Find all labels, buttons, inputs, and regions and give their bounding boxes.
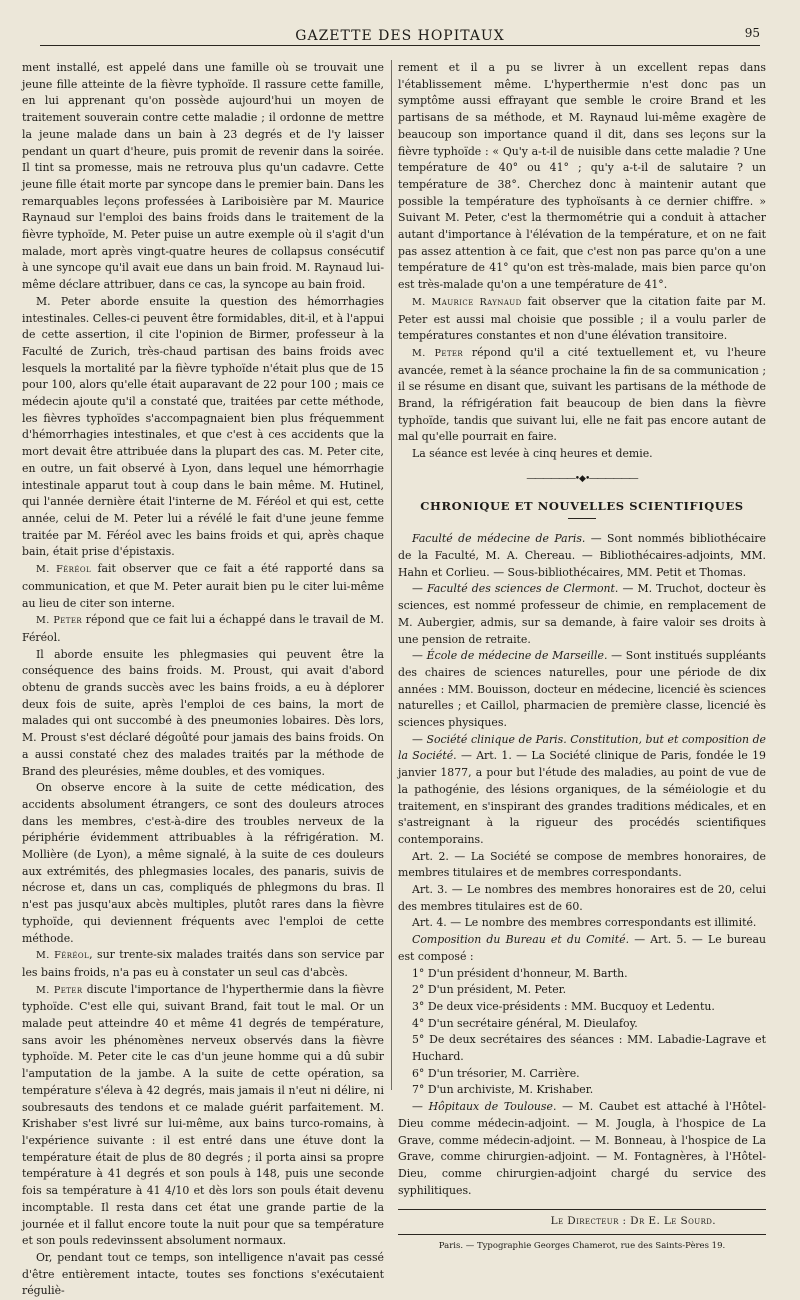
list-item: 3° De deux vice-présidents : MM. Bucquoy et Ledentu. — [412, 999, 715, 1013]
news-item-text: — Art. 5. — Le bureau est composé : — [398, 933, 766, 963]
separator-ornament: ――――――•◆•―――――― — [526, 473, 638, 484]
news-item-text: — Art. 1. — La Société clinique de Paris, fondée le 19 janvier 1877, a pour but l'étude des maladies, au point de vue de la pathogénie, des lésions organiques, de la séméiologie et du traitement, en s'inspirant des grandes traditions médicales, et en s'astreignant à la rigueur des procédés scientifiques contemporains. — [398, 749, 766, 846]
speaker-name: M. Peter — [36, 984, 83, 996]
paragraph-text: fait observer que la citation faite par M. Peter est aussi mal choisie que possible ; il a voulu parler de températures constantes et non d'une élévation transitoire. — [398, 294, 766, 343]
paragraph — [22, 612, 384, 646]
page-header — [40, 22, 760, 48]
printer-imprint: Paris. — Typographie Georges Chamerot, rue des Saints-Pères 19. — [398, 1234, 766, 1255]
paragraph: Or, pendant tout ce temps, son intelligence n'avait pas cessé d'être entièrement intacte, toutes ses fonctions s'exécutaient réguliè- — [22, 1250, 384, 1298]
paragraph: On observe encore à la suite de cette médication, des accidents absolument étrangers, ce sont des douleurs atroces dans les membres, c'est-à-dire des troubles nerveux de la périphérie évidemment attribuables à la réfrigération. M. Mollière (de Lyon), a même signalé, à la suite de ces douleurs aux extrémités, des phlegmasies locales, des panaris, suivis de nécrose et, dans un cas, compliqués de phlegmons du bras. Il n'est pas jusqu'aux abcès multiples, plutôt rares dans la fièvre typhoïde, qui deviennent fréquents avec l'emploi de cette méthode. — [22, 781, 384, 945]
paragraph: M. Peter aborde ensuite la question des hémorrhagies intestinales. Celles-ci peuvent être formidables, dit-il, et à l'appui de cette assertion, il cite l'opinion de Birmer, professeur à la Faculté de Zurich, très-chaud partisan des bains froids avec lesquels la mortalité par la fièvre typhoïde n'était plus que de 15 pour 100, alors qu'elle était auparavant de 22 pour 100 ; mais ce médecin ajoute qu'il a constaté que, traitées par cette méthode, les fièvres typhoïdes s'accompagnaient bien plus fréquemment d'hémorrhagies intestinales, et que c'est à ces accidents que la mort devait être attribuée dans la plupart des cas. M. Peter cite, en outre, un fait observé à Lyon, dans lequel une hémorrhagie intestinale apparut tout à coup dans le bain même. M. Hutinel, qui l'année dernière était l'interne de M. Féréol et qui est, cette année, celui de M. Peter lui a révélé le fait d'une jeune femme traitée par M. Féréol avec les bains froids et qui, après chaque bain, était prise d'épistaxis. — [22, 294, 384, 559]
news-item-text: — Sont institués suppléants des chaires de sciences naturelles, pour une période de dix années : MM. Bouisson, docteur en médecine, licencié ès sciences naturelles ; et Caillol, pharmacien de première classe, licencié ès sciences physiques. — [398, 649, 767, 730]
paragraph-text: , sur trente-six malades traités dans son service par les bains froids, n'a pas eu à constater un seul cas d'abcès. — [22, 948, 384, 979]
speaker-name: M. Féréol — [36, 950, 90, 962]
paragraph-text: fait observer que ce fait a été rapporté dans sa communication, et que M. Peter aurait bien pu le citer lui-même au lieu de citer son interne. — [22, 562, 384, 610]
paragraph: ment installé, est appelé dans une famille où se trouvait une jeune fille atteinte de la fièvre typhoïde. Il rassure cette famille, en lui apprenant qu'on possède aujourd'hui un moyen de traitement souverain contre cette maladie ; il ordonne de mettre la jeune malade dans un bain à 23 degrés et de l'y laisser pendant un quart d'heure, puis promit de revenir dans la soirée. Il tint sa promesse, mais ne retrouva plus qu'un cadavre. Cette jeune fille était morte par syncope dans le premier bain. Dans les remarquables leçons professées à Lariboisière par M. Maurice Raynaud sur l'emploi des bains froids dans le traitement de la fièvre typhoïde, M. Peter puise un autre exemple où il s'agit d'un malade, mort après vingt-quatre heures de collapsus consécutif à une syncope qu'il avait eue dans un bain froid. M. Raynaud lui-même déclare attribuer, dans ce cas, la syncope au bain froid. — [22, 61, 384, 292]
list-item: 2° D'un président, M. Peter. — [412, 983, 567, 997]
paragraph-text: répond que ce fait lui a échappé dans le travail de M. Féréol. — [22, 613, 384, 644]
news-item-title: Composition du Bureau et du Comité. — [412, 933, 630, 947]
journal-title: GAZETTE DES HOPITAUX — [295, 28, 505, 44]
list-item: 1° D'un président d'honneur, M. Barth. — [412, 966, 628, 980]
paragraph: Il aborde ensuite les phlegmasies qui peuvent être la conséquence des bains froids. M. Proust, qui avait d'abord obtenu de grands succès avec les bains froids, a eu à déplorer deux fois de suite, après l'emploi de ces bains, la mort de malades qui ont succombé à des pneumonies lobaires. Dès lors, M. Proust s'est déclaré dégoûté pour jamais des bains froids. On a aussi constaté chez des malades traités par la méthode de Brand des pleurésies, même doubles, et des vomiques. — [22, 647, 384, 778]
article-text: Art. 3. — Le nombres des membres honoraires est de 20, celui des membres titulaires est de 60. — [398, 883, 766, 913]
paragraph — [398, 294, 766, 345]
paragraph-text: répond qu'il a cité textuellement et, vu l'heure avancée, remet à la séance prochaine la fin de sa communication ; il se résume en disant que, suivant les partisans de la méthode de Brand, la réfrigération fait beaucoup de bien dans la fièvre typhoïde, tandis que suivant lui, elle ne fait pas encore autant de mal qu'elle pourrait en faire. — [398, 345, 766, 444]
speaker-name: M. Peter — [36, 615, 83, 627]
paragraph — [22, 947, 384, 981]
section-title: CHRONIQUE ET NOUVELLES SCIENTIFIQUES — [420, 498, 744, 513]
news-item-text: — Sont nommés bibliothécaire de la Faculté, M. A. Chereau. — Bibliothécaires-adjoints, MM. Hahn et Corlieu. — Sous-bibliothécaires, MM. Petit et Thomas. — [398, 532, 766, 579]
paragraph-text: discute l'importance de l'hyperthermie dans la fièvre typhoïde. C'est elle qui, suivant Brand, fait tout le mal. Or un malade peut atteindre 40 et même 41 degrés de température, sans avoir les phénomènes nerveux observés dans la fièvre typhoïde. M. Peter cite le cas d'un jeune homme qui a dû subir l'amputation de la jambe. A la suite de cette opération, sa température s'éleva à 42 degrés, mais jamais il n'eut ni délire, ni soubresauts des tendons et ce malade guérit parfaitement. M. Krishaber s'est livré sur lui-même, aux bains turco-romains, à l'expérience suivante : il est entré dans une étuve dont la température était de plus de 80 degrés ; il porta ainsi sa propre température à 41 degrés et son pouls à 148, puis une seconde fois sa température à 41 4/10 et dès lors son pouls était devenu incomptable. Il resta dans cet état une grande partie de la journée et il fallut encore toute la nuit pour que sa température et son pouls redevinssent absolument normaux. — [22, 982, 384, 1248]
article-text: Art. 2. — La Société se compose de membres honoraires, de membres titulaires et de membres correspondants. — [398, 849, 766, 880]
paragraph: rement et il a pu se livrer à un excellent repas dans l'établissement même. L'hyperthermie n'est donc pas un symptôme aussi effrayant que semble le croire Brand et les partisans de sa méthode, et M. Raynaud lui-même exagère de beaucoup son importance quand il dit, dans ses leçons sur la fièvre typhoïde : « Qu'y a-t-il de nuisible dans cette maladie ? Une température de 40° ou 41° ; qu'y a-t-il de salutaire ? un température de 38°. Cherchez donc à maintenir autant que possible la température des typhoïsants à ce dernier chiffre. » Suivant M. Peter, c'est la thermométrie qui a conduit à attacher autant d'importance à l'élévation de la température, et on ne fait pas assez attention à ce fait, que c'est non pas parce qu'on a une température de 41° qu'on est très-malade, mais bien parce qu'on est très-malade qu'on a une température de 41°. — [398, 61, 766, 292]
list-item: 6° D'un trésorier, M. Carrière. — [412, 1066, 580, 1080]
news-item-title: École de médecine de Marseille. — [426, 649, 608, 663]
news-item — [398, 932, 766, 965]
paragraph — [22, 982, 384, 1250]
article-text: Art. 4. — Le nombre des membres correspondants est illimité. — [412, 916, 757, 930]
paragraph — [22, 561, 384, 612]
list-item: 5° De deux secrétaires des séances : MM. Labadie-Lagrave et Huchard. — [412, 1033, 766, 1064]
footer-rule — [398, 1209, 766, 1210]
news-item-title: Faculté de médecine de Paris. — [412, 532, 586, 546]
news-item-text: — M. Truchot, docteur ès sciences, est nommé professeur de chimie, en remplacement de M. Aubergier, admis, sur sa demande, à faire valoir ses droits à une pension de retraite. — [398, 582, 766, 646]
list-item: 7° D'un archiviste, M. Krishaber. — [412, 1083, 594, 1097]
right-column — [398, 60, 766, 1255]
list-item: 4° D'un secrétaire général, M. Dieulafoy. — [412, 1016, 638, 1030]
news-item-title: Hôpitaux de Toulouse. — [428, 1100, 557, 1114]
news-item-text: — M. Caubet est attaché à l'Hôtel-Dieu comme médecin-adjoint. — M. Jougla, à l'hospice de La Grave, comme médecin-adjoint. — M. Bonneau, à l'hospice de La Grave, comme chirurgien-adjoint. — M. Fontagnères, à l'Hôtel-Dieu, comme chirurgien-adjoint chargé du service des syphilitiques. — [398, 1100, 766, 1197]
left-column — [22, 60, 384, 1300]
news-item-title: Société clinique de Paris. Constitution, but et composition de la Société. — [398, 732, 767, 763]
news-item: — École de médecine de Marseille. — Sont institués suppléants des chaires de sciences naturelles, pour une période de dix années : MM. Bouisson, docteur en médecine, licencié ès sciences naturelles ; et Caillol, pharmacien de première classe, licencié ès sciences physiques. — [398, 649, 767, 730]
director-signature: Le Directeur : Dr E. Le Sourd. — [550, 1215, 716, 1228]
speaker-name: M. Maurice Raynaud — [412, 296, 522, 308]
header-rule — [40, 45, 760, 46]
bureau-list — [398, 966, 766, 1100]
news-item: — Société clinique de Paris. Constitution, but et composition de la Société. — Art. 1. — La Société clinique de Paris, fondée le 19 janvier 1877, a pour but l'étude des maladies, au point de vue de la pathogénie, des lésions organiques, de la séméiologie et du traitement, en s'inspirant des grandes traditions médicales, et en s'astreignant à la rigueur des procédés scientifiques contemporains. — [398, 732, 767, 846]
speaker-name: M. Peter — [412, 347, 464, 359]
news-item — [398, 531, 766, 581]
page-number: 95 — [744, 26, 760, 40]
speaker-name: M. Féréol — [36, 564, 92, 576]
news-item-title: Faculté des sciences de Clermont. — [426, 582, 619, 596]
news-item: — Hôpitaux de Toulouse. — M. Caubet est attaché à l'Hôtel-Dieu comme médecin-adjoint. — M. Jougla, à l'hospice de La Grave, comme médecin-adjoint. — M. Bonneau, à l'hospice de La Grave, comme chirurgien-adjoint. — M. Fontagnères, à l'Hôtel-Dieu, comme chirurgien-adjoint chargé du service des syphilitiques. — [398, 1100, 766, 1197]
column-divider — [391, 60, 392, 1090]
paragraph: La séance est levée à cinq heures et demie. — [412, 447, 653, 461]
paragraph — [398, 345, 766, 446]
section-rule — [568, 518, 596, 519]
news-item: — Faculté des sciences de Clermont. — M. Truchot, docteur ès sciences, est nommé professeur de chimie, en remplacement de M. Aubergier, admis, sur sa demande, à faire valoir ses droits à une pension de retraite. — [398, 582, 766, 646]
